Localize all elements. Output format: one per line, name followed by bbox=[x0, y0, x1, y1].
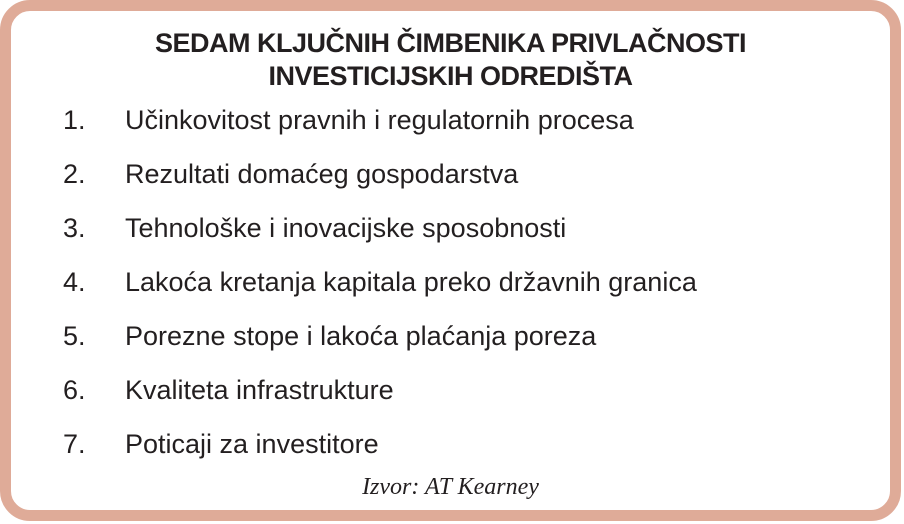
item-text: Učinkovitost pravnih i regulatornih procesa bbox=[125, 104, 634, 135]
list-item bbox=[11, 201, 890, 255]
panel-title bbox=[11, 27, 890, 93]
item-number: 6. bbox=[63, 374, 86, 405]
item-number: 7. bbox=[63, 428, 86, 459]
item-number: 3. bbox=[63, 212, 86, 243]
item-number: 5. bbox=[63, 320, 86, 351]
panel-title-line2: INVESTICIJSKIH ODREDIŠTA bbox=[268, 61, 633, 91]
item-text: Rezultati domaćeg gospodarstva bbox=[125, 158, 519, 189]
list-item bbox=[11, 363, 890, 417]
item-number: 1. bbox=[63, 104, 86, 135]
list-item bbox=[11, 93, 890, 147]
item-text: Kvaliteta infrastrukture bbox=[125, 374, 394, 405]
list-item bbox=[11, 147, 890, 201]
item-text: Porezne stope i lakoća plaćanja poreza bbox=[125, 320, 597, 351]
factors-list bbox=[11, 93, 890, 471]
panel-title-line1: SEDAM KLJUČNIH ČIMBENIKA PRIVLAČNOSTI bbox=[154, 28, 747, 58]
item-text: Poticaji za investitore bbox=[125, 428, 379, 459]
list-item bbox=[11, 417, 890, 471]
list-item bbox=[11, 255, 890, 309]
item-text: Lakoća kretanja kapitala preko državnih granica bbox=[125, 266, 697, 297]
item-number: 2. bbox=[63, 158, 86, 189]
list-item bbox=[11, 309, 890, 363]
item-text: Tehnološke i inovacijske sposobnosti bbox=[125, 212, 567, 243]
source-caption: Izvor: AT Kearney bbox=[362, 474, 539, 500]
item-number: 4. bbox=[63, 266, 86, 297]
